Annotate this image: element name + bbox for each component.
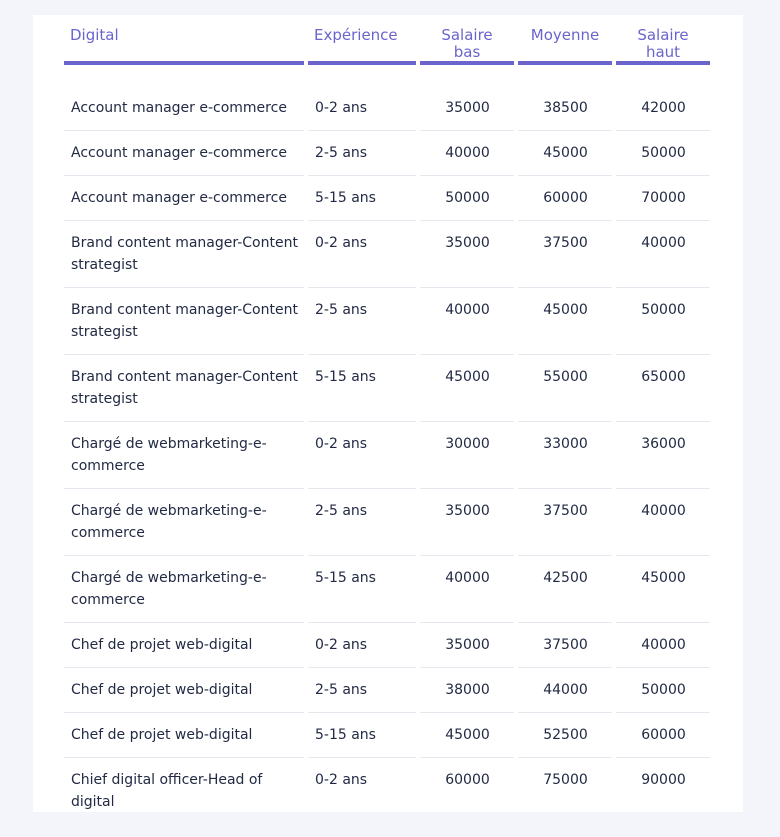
table-body bbox=[64, 65, 710, 812]
cell-moyenne: 45000 bbox=[518, 131, 612, 176]
cell-experience: 2-5 ans bbox=[308, 668, 416, 713]
cell-salaire-haut: 65000 bbox=[616, 355, 710, 422]
cell-salaire-bas: 30000 bbox=[420, 422, 514, 489]
cell-moyenne: 37500 bbox=[518, 221, 612, 288]
header-salaire-haut: Salaire haut bbox=[616, 15, 710, 65]
cell-experience: 5-15 ans bbox=[308, 355, 416, 422]
table-row bbox=[64, 489, 710, 556]
cell-moyenne: 37500 bbox=[518, 623, 612, 668]
cell-moyenne: 37500 bbox=[518, 489, 612, 556]
cell-experience: 5-15 ans bbox=[308, 176, 416, 221]
table-header-row bbox=[64, 15, 710, 65]
cell-moyenne: 55000 bbox=[518, 355, 612, 422]
cell-salaire-haut: 40000 bbox=[616, 623, 710, 668]
cell-salaire-bas: 45000 bbox=[420, 355, 514, 422]
cell-poste: Chef de projet web-digital bbox=[64, 623, 304, 668]
cell-moyenne: 75000 bbox=[518, 758, 612, 812]
cell-poste: Account manager e-commerce bbox=[64, 131, 304, 176]
cell-poste: Brand content manager-Content strategist bbox=[64, 288, 304, 355]
header-experience: Expérience bbox=[308, 15, 416, 65]
header-salaire-bas: Salaire bas bbox=[420, 15, 514, 65]
cell-salaire-haut: 42000 bbox=[616, 86, 710, 131]
cell-poste: Account manager e-commerce bbox=[64, 86, 304, 131]
cell-poste: Brand content manager-Content strategist bbox=[64, 355, 304, 422]
table-row bbox=[64, 86, 710, 131]
table-row bbox=[64, 221, 710, 288]
cell-salaire-haut: 50000 bbox=[616, 131, 710, 176]
cell-salaire-haut: 50000 bbox=[616, 668, 710, 713]
cell-moyenne: 38500 bbox=[518, 86, 612, 131]
cell-salaire-haut: 40000 bbox=[616, 221, 710, 288]
cell-salaire-haut: 40000 bbox=[616, 489, 710, 556]
salary-table-card bbox=[33, 15, 743, 812]
table-row bbox=[64, 623, 710, 668]
cell-salaire-bas: 40000 bbox=[420, 131, 514, 176]
cell-poste: Account manager e-commerce bbox=[64, 176, 304, 221]
cell-poste: Brand content manager-Content strategist bbox=[64, 221, 304, 288]
cell-experience: 2-5 ans bbox=[308, 288, 416, 355]
cell-salaire-haut: 36000 bbox=[616, 422, 710, 489]
cell-salaire-haut: 60000 bbox=[616, 713, 710, 758]
cell-salaire-haut: 45000 bbox=[616, 556, 710, 623]
cell-poste: Chef de projet web-digital bbox=[64, 668, 304, 713]
cell-poste: Chef de projet web-digital bbox=[64, 713, 304, 758]
cell-moyenne: 52500 bbox=[518, 713, 612, 758]
cell-moyenne: 42500 bbox=[518, 556, 612, 623]
cell-experience: 2-5 ans bbox=[308, 489, 416, 556]
cell-salaire-haut: 70000 bbox=[616, 176, 710, 221]
cell-poste: Chief digital officer-Head of digital bbox=[64, 758, 304, 812]
cell-salaire-bas: 35000 bbox=[420, 489, 514, 556]
header-moyenne: Moyenne bbox=[518, 15, 612, 65]
cell-moyenne: 44000 bbox=[518, 668, 612, 713]
cell-salaire-bas: 38000 bbox=[420, 668, 514, 713]
table-row bbox=[64, 355, 710, 422]
table-row bbox=[64, 176, 710, 221]
cell-salaire-haut: 50000 bbox=[616, 288, 710, 355]
cell-experience: 5-15 ans bbox=[308, 713, 416, 758]
cell-experience: 0-2 ans bbox=[308, 422, 416, 489]
cell-experience: 5-15 ans bbox=[308, 556, 416, 623]
table-row bbox=[64, 288, 710, 355]
cell-salaire-bas: 35000 bbox=[420, 221, 514, 288]
cell-salaire-haut: 90000 bbox=[616, 758, 710, 812]
cell-moyenne: 60000 bbox=[518, 176, 612, 221]
cell-salaire-bas: 50000 bbox=[420, 176, 514, 221]
salary-table bbox=[60, 15, 714, 812]
table-row bbox=[64, 668, 710, 713]
table-row bbox=[64, 713, 710, 758]
table-row bbox=[64, 422, 710, 489]
table-row bbox=[64, 131, 710, 176]
table-row bbox=[64, 758, 710, 812]
cell-experience: 0-2 ans bbox=[308, 623, 416, 668]
cell-experience: 0-2 ans bbox=[308, 221, 416, 288]
cell-salaire-bas: 35000 bbox=[420, 623, 514, 668]
cell-salaire-bas: 60000 bbox=[420, 758, 514, 812]
cell-experience: 0-2 ans bbox=[308, 86, 416, 131]
cell-poste: Chargé de webmarketing-e-commerce bbox=[64, 556, 304, 623]
cell-moyenne: 45000 bbox=[518, 288, 612, 355]
table-row bbox=[64, 556, 710, 623]
cell-salaire-bas: 35000 bbox=[420, 86, 514, 131]
cell-experience: 0-2 ans bbox=[308, 758, 416, 812]
cell-moyenne: 33000 bbox=[518, 422, 612, 489]
header-digital: Digital bbox=[64, 15, 304, 65]
cell-poste: Chargé de webmarketing-e-commerce bbox=[64, 489, 304, 556]
cell-salaire-bas: 45000 bbox=[420, 713, 514, 758]
cell-salaire-bas: 40000 bbox=[420, 556, 514, 623]
cell-experience: 2-5 ans bbox=[308, 131, 416, 176]
cell-salaire-bas: 40000 bbox=[420, 288, 514, 355]
cell-poste: Chargé de webmarketing-e-commerce bbox=[64, 422, 304, 489]
